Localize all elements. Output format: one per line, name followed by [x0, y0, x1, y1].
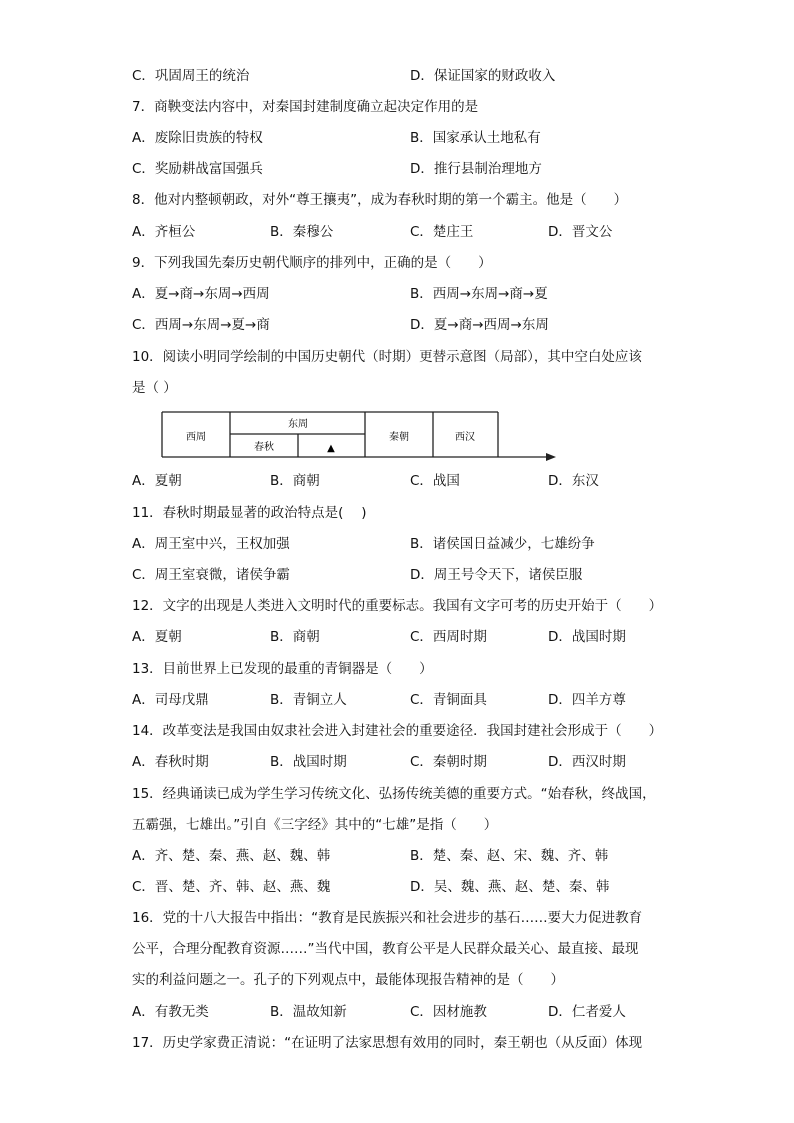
timeline-dongzhou: 东周 [288, 419, 308, 430]
timeline-qinchao: 秦朝 [389, 432, 409, 443]
q13-stem: 13．目前世界上已发现的最重的青铜器是（ ） [132, 661, 433, 677]
q10-option-c: C．战国 [410, 473, 460, 489]
q14-option-b: B．战国时期 [270, 754, 347, 770]
q11-option-d: D．周王号令天下，诸侯臣服 [410, 567, 583, 583]
arrow-right-icon [546, 453, 556, 461]
q9-option-c: C．西周→东周→夏→商 [132, 317, 270, 333]
q12-option-d: D．战国时期 [548, 629, 626, 645]
q7-option-c: C．奖励耕战富国强兵 [132, 161, 263, 177]
q11-option-a: A．周王室中兴，王权加强 [132, 536, 290, 552]
q14-stem: 14．改革变法是我国由奴隶社会进入封建社会的重要途径．我国封建社会形成于（ ） [132, 723, 663, 739]
q7-stem: 7．商鞅变法内容中，对秦国封建制度确立起决定作用的是 [132, 99, 479, 115]
q10-option-d: D．东汉 [548, 473, 599, 489]
timeline-chunqiu: 春秋 [254, 442, 274, 453]
q8-option-a: A．齐桓公 [132, 224, 196, 240]
q17-stem-line1: 17．历史学家费正清说：“在证明了法家思想有效用的同时，秦王朝也（从反面）体现 [132, 1035, 643, 1051]
q9-stem: 9．下列我国先秦历史朝代顺序的排列中，正确的是（ ） [132, 255, 492, 271]
q13-option-c: C．青铜面具 [410, 692, 487, 708]
timeline-blank-mark: ▲ [327, 443, 335, 454]
q14-option-a: A．春秋时期 [132, 754, 209, 770]
q10-stem-line1: 10．阅读小明同学绘制的中国历史朝代（时期）更替示意图（局部），其中空白处应该 [132, 349, 642, 365]
q16-option-d: D．仁者爱人 [548, 1004, 626, 1020]
q10-option-a: A．夏朝 [132, 473, 182, 489]
q12-stem: 12．文字的出现是人类进入文明时代的重要标志。我国有文字可考的历史开始于（ ） [132, 598, 663, 614]
q6-option-c: C．巩固周王的统治 [132, 68, 250, 84]
q16-stem-line2: 公平，合理分配教育资源……”当代中国，教育公平是人民群众最关心、最直接、最现 [132, 941, 639, 957]
q16-stem-line1: 16．党的十八大报告中指出：“教育是民族振兴和社会进步的基石……要大力促进教育 [132, 910, 643, 926]
dynasty-timeline-diagram [150, 404, 556, 464]
q8-stem: 8．他对内整顿朝政，对外“尊王攘夷”，成为春秋时期的第一个霸主。他是（ ） [132, 192, 628, 208]
q15-option-d: D．吴、魏、燕、赵、楚、秦、韩 [410, 879, 610, 895]
q12-option-c: C．西周时期 [410, 629, 487, 645]
q12-option-a: A．夏朝 [132, 629, 182, 645]
q11-option-b: B．诸侯国日益减少，七雄纷争 [410, 536, 595, 552]
timeline-xizhou: 西周 [186, 432, 206, 443]
q16-option-b: B．温故知新 [270, 1004, 347, 1020]
q7-option-b: B．国家承认土地私有 [410, 130, 541, 146]
q9-option-b: B．西周→东周→商→夏 [410, 286, 548, 302]
q14-option-c: C．秦朝时期 [410, 754, 487, 770]
timeline-xihan: 西汉 [455, 432, 475, 443]
q7-option-d: D．推行县制治理地方 [410, 161, 542, 177]
q8-option-b: B．秦穆公 [270, 224, 334, 240]
q11-stem: 11．春秋时期最显著的政治特点是( ) [132, 505, 367, 521]
q6-option-d: D．保证国家的财政收入 [410, 68, 556, 84]
q10-stem-line2: 是（ ） [132, 380, 177, 396]
q7-option-a: A．废除旧贵族的特权 [132, 130, 263, 146]
q13-option-d: D．四羊方尊 [548, 692, 626, 708]
q8-option-c: C．楚庄王 [410, 224, 474, 240]
q11-option-c: C．周王室衰微，诸侯争霸 [132, 567, 290, 583]
q14-option-d: D．西汉时期 [548, 754, 626, 770]
q10-option-b: B．商朝 [270, 473, 320, 489]
q13-option-b: B．青铜立人 [270, 692, 347, 708]
q16-stem-line3: 实的利益问题之一。孔子的下列观点中，最能体现报告精神的是（ ） [132, 972, 564, 988]
q15-stem-line1: 15．经典诵读已成为学生学习传统文化、弘扬传统美德的重要方式。“始春秋，终战国， [132, 786, 656, 802]
q9-option-d: D．夏→商→西周→东周 [410, 317, 549, 333]
q16-option-a: A．有教无类 [132, 1004, 209, 1020]
q9-option-a: A．夏→商→东周→西周 [132, 286, 270, 302]
q15-option-a: A．齐、楚、秦、燕、赵、魏、韩 [132, 848, 331, 864]
q16-option-c: C．因材施教 [410, 1004, 487, 1020]
q15-option-b: B．楚、秦、赵、宋、魏、齐、韩 [410, 848, 609, 864]
q15-stem-line2: 五霸强，七雄出。”引自《三字经》其中的“七雄”是指（ ） [132, 817, 498, 833]
q13-option-a: A．司母戊鼎 [132, 692, 209, 708]
q12-option-b: B．商朝 [270, 629, 320, 645]
q15-option-c: C．晋、楚、齐、韩、赵、燕、魏 [132, 879, 331, 895]
q8-option-d: D．晋文公 [548, 224, 613, 240]
